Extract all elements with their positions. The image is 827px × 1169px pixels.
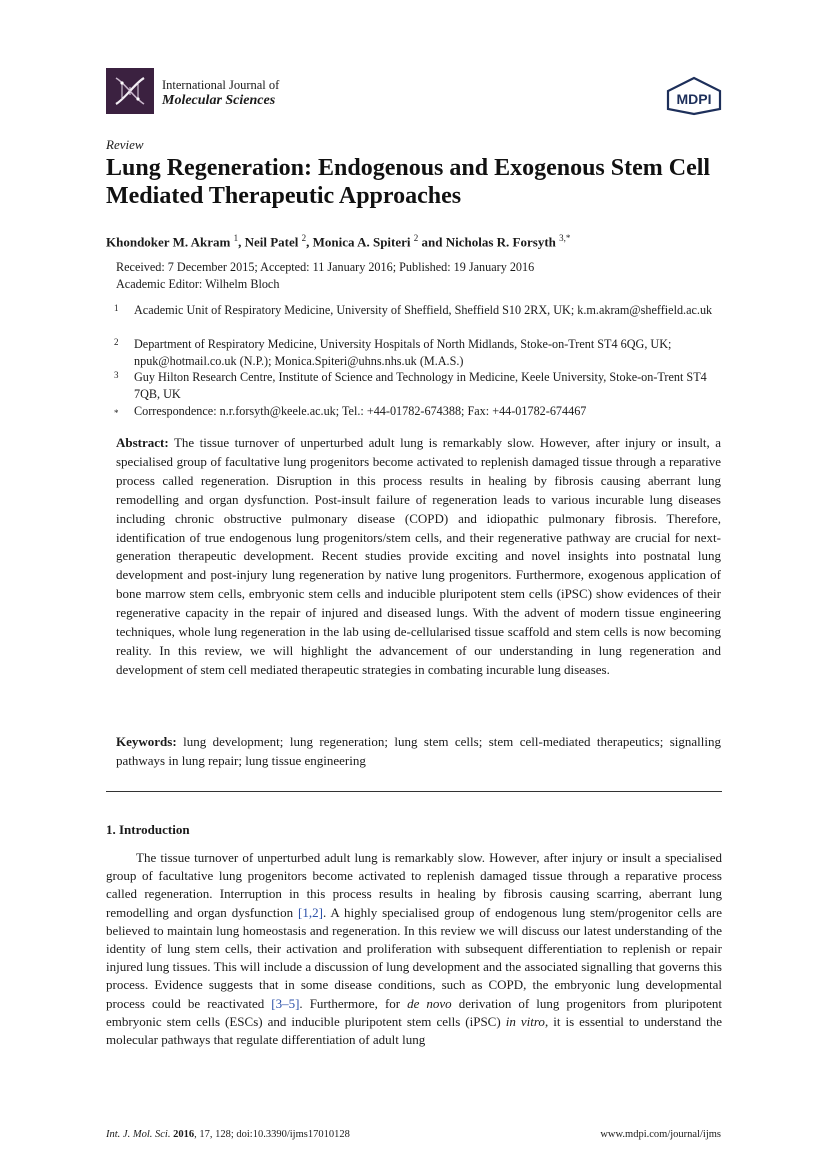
author-name: Neil Patel: [244, 234, 299, 250]
journal-logo: [106, 68, 154, 114]
intro-text: . A highly specialised group of endogenous lung stem/progenitor cells are believed to maintain lung homeostasis and regeneration. In this review we will discuss our latest understanding of the identity of lung stem cells, their activation and proliferation with subsequent differentiation to replenish or repair injured lung tissues. This will include a discussion of lung development and the associated signalling that governs this process. Evidence suggests that in some disease conditions, such as COPD, the embryonic lung developmental process could be reactivated: [106, 904, 722, 1011]
affiliation-item: [116, 403, 726, 420]
keywords: [116, 732, 721, 770]
footer-citation: [106, 1129, 350, 1140]
section-divider: [106, 791, 722, 792]
author-separator: ,: [238, 234, 245, 250]
affiliation-number: 2: [114, 337, 119, 347]
author-list: [106, 233, 570, 250]
affiliation-number: *: [114, 408, 119, 418]
publication-dates: Received: 7 December 2015; Accepted: 11 January 2016; Published: 19 January 2016: [116, 260, 535, 274]
academic-editor: Academic Editor: Wilhelm Bloch: [116, 277, 280, 291]
abstract-label: Abstract:: [116, 435, 169, 450]
affiliation-text: Academic Unit of Respiratory Medicine, University of Sheffield, Sheffield S10 2RX, UK; k.m.akram@sheffield.ac.uk: [134, 303, 713, 317]
author-name: Khondoker M. Akram: [106, 234, 231, 250]
footer-journal-abbrev: Int. J. Mol. Sci.: [106, 1129, 171, 1140]
article-title: Lung Regeneration: Endogenous and Exogenous Stem Cell Mediated Therapeutic Approaches: [106, 155, 711, 209]
journal-name: [162, 77, 279, 109]
mdpi-hexagon-icon: [664, 76, 724, 116]
intro-italic-term: in vitro: [505, 1013, 545, 1029]
keywords-label: Keywords:: [116, 734, 177, 749]
intro-text: . Furthermore, for: [299, 995, 408, 1011]
intro-italic-term: de novo: [407, 995, 452, 1011]
section-heading: 1. Introduction: [106, 822, 190, 837]
affiliation-item: [116, 369, 726, 402]
journal-name-line2: Molecular Sciences: [162, 93, 276, 108]
author-affiliation-mark: 2: [301, 233, 307, 243]
footer-year: 2016: [173, 1129, 195, 1140]
author-name: Nicholas R. Forsyth: [445, 234, 556, 250]
affiliation-text: Guy Hilton Research Centre, Institute of Science and Technology in Medicine, Keele University, Stoke-on-Trent ST4 7QB, UK: [134, 370, 707, 401]
author-separator: ,: [306, 234, 313, 250]
intro-paragraph: [106, 849, 722, 1049]
author-name: Monica A. Spiteri: [312, 234, 411, 250]
affiliation-item: [116, 336, 726, 369]
affiliation-number: 1: [114, 303, 119, 313]
intro-text: derivation of lung progenitors from pluripotent embryonic stem cells (ESCs) and inducible pluripotent stem cells (iPSC): [106, 995, 722, 1029]
publisher-name: MDPI: [676, 91, 712, 107]
affiliation-text: Department of Respiratory Medicine, University Hospitals of North Midlands, Stoke-on-Trent ST4 6QG, UK; npuk@hotmail.co.uk (N.P.); Monica.Spiteri@uhns.nhs.uk (M.A.S.): [134, 337, 672, 368]
intro-text: , it is essential to understand the molecular pathways that regulate differentiation of adult lung: [106, 1013, 723, 1048]
author-affiliation-mark: 1: [233, 233, 239, 243]
affiliation-text: Correspondence: n.r.forsyth@keele.ac.uk; Tel.: +44-01782-674388; Fax: +44-01782-674467: [134, 404, 587, 418]
citation-link[interactable]: [3–5]: [271, 995, 300, 1011]
author-separator: and: [418, 234, 446, 250]
affiliation-item: [116, 302, 726, 319]
journal-name-line1: International Journal of: [162, 78, 280, 92]
footer-doi: , 17, 128; doi:10.3390/ijms17010128: [194, 1129, 350, 1140]
abstract: [116, 434, 721, 680]
author-affiliation-mark: 3,*: [559, 233, 571, 243]
dna-helix-icon: [106, 68, 154, 114]
footer-url[interactable]: www.mdpi.com/journal/ijms: [600, 1129, 721, 1140]
citation-link[interactable]: [1,2]: [298, 904, 323, 920]
publisher-logo: [664, 76, 724, 116]
abstract-text: The tissue turnover of unperturbed adult lung is remarkably slow. However, after injury or insult, a specialised group of facultative lung progenitors become activated to replenish damaged tissue through a reparative process called regeneration. Disruption in this process results in healing by fibrosis causing aberrant lung remodelling and organ dysfunction. Post-insult failure of regeneration leads to various incurable lung diseases including chronic obstructive pulmonary disease (COPD) and idiopathic pulmonary fibrosis. Therefore, identification of true endogenous lung progenitors/stem cells, and their regenerative pathway are crucial for next-generation therapeutic development. Recent studies provide exciting and novel insights into postnatal lung development and post-injury lung regeneration by native lung progenitors. Furthermore, exogenous application of bone marrow stem cells, embryonic stem cells and inducible pluripotent stem cells (iPSC) show evidences of their regenerative capacity in the repair of injured and diseased lungs. With the advent of modern tissue engineering techniques, whole lung regeneration in the lab using de-cellularised tissue scaffold and stem cells is now becoming reality. In this review, we will highlight the advancement of our understanding in lung regeneration and development of stem cell mediated therapeutic strategies in combating incurable lung diseases.: [116, 435, 722, 677]
affiliation-number: 3: [114, 370, 119, 380]
keywords-text: lung development; lung regeneration; lung stem cells; stem cell-mediated therapeutics; signalling pathways in lung repair; lung tissue engineering: [116, 734, 722, 768]
article-type: Review: [106, 137, 144, 152]
author-affiliation-mark: 2: [413, 233, 419, 243]
intro-text: The tissue turnover of unperturbed adult lung is remarkably slow. However, after injury or insult a specialised group of facultative lung progenitors become activated to replenish damaged tissue through a reparative process called regeneration. Interruption in this process results in healing by fibrosis causing scarring, aberrant lung remodelling and organ dysfunction: [106, 850, 722, 920]
